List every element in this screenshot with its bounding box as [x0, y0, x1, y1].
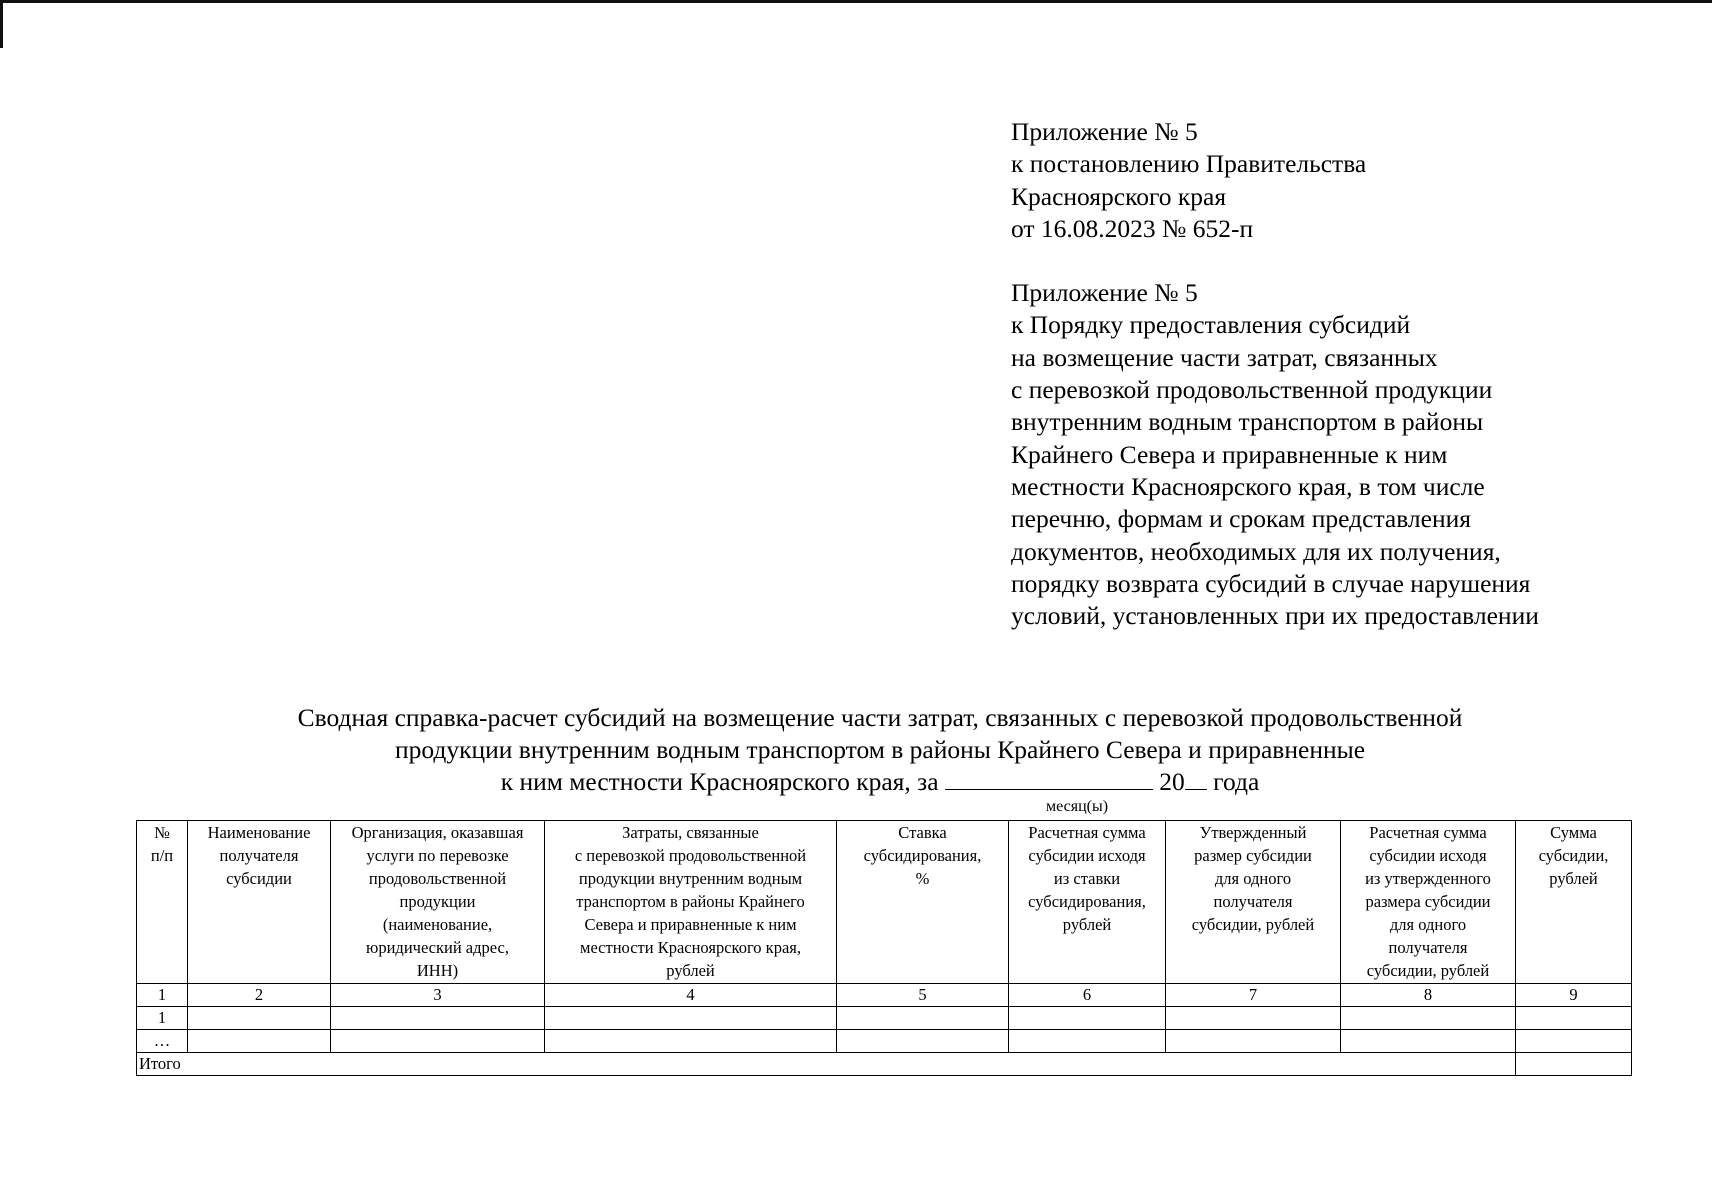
header-text-line: для одного — [1389, 915, 1467, 934]
title-line-3-prefix: к ним местности Красноярского края, за — [500, 767, 939, 796]
appendix-line: условий, установленных при их предоставлении — [1011, 601, 1539, 631]
column-number: 2 — [188, 984, 331, 1007]
table-cell[interactable] — [1009, 1007, 1166, 1030]
header-text-line: Севера и приравненные к ним — [584, 915, 797, 934]
table-cell[interactable]: … — [137, 1030, 188, 1053]
header-text-line: (наименование, — [382, 915, 493, 934]
header-text-line: субсидии — [226, 869, 292, 888]
header-text-line: Расчетная сумма — [1369, 823, 1487, 842]
header-text-line: субсидии, — [1538, 846, 1609, 865]
table-cell[interactable] — [545, 1007, 837, 1030]
appendix-line: на возмещение части затрат, связанных — [1011, 342, 1438, 372]
appendix-line: порядку возврата субсидий в случае нарушения — [1011, 568, 1531, 598]
total-label: Итого — [137, 1053, 1516, 1076]
appendix-line: с перевозкой продовольственной продукции — [1011, 375, 1493, 405]
appendix-line: внутренним водным транспортом в районы — [1011, 407, 1484, 437]
header-text-line: № — [154, 823, 170, 842]
year-blank — [1185, 769, 1207, 790]
column-header-3 — [331, 821, 545, 984]
appendix-line: Приложение № 5 — [1011, 117, 1198, 146]
header-text-line: транспортом в районы Крайнего — [576, 892, 805, 911]
appendix-line: Крайнего Севера и приравненные к ним — [1011, 439, 1448, 469]
table-cell[interactable] — [188, 1030, 331, 1053]
header-text-line: местности Красноярского края, — [580, 938, 801, 957]
table-cell[interactable] — [1166, 1030, 1341, 1053]
table-cell[interactable] — [1516, 1007, 1632, 1030]
column-header-1 — [137, 821, 188, 984]
appendix-block-procedure — [1011, 277, 1651, 632]
column-number: 3 — [331, 984, 545, 1007]
appendix-line: от 16.08.2023 № 652-п — [1011, 213, 1254, 243]
table-cell[interactable] — [1516, 1030, 1632, 1053]
scan-border-top — [0, 0, 1712, 3]
header-text-line: субсидирования, — [1028, 892, 1146, 911]
appendix-line: документов, необходимых для их получения, — [1011, 536, 1501, 566]
header-text-line: Затраты, связанные — [622, 823, 759, 842]
table-cell[interactable] — [1166, 1007, 1341, 1030]
total-row — [137, 1053, 1632, 1076]
appendix-line: Приложение № 5 — [1011, 278, 1198, 308]
table-row — [137, 1007, 1632, 1030]
appendix-line: Красноярского края — [1011, 181, 1227, 211]
header-text-line: субсидии, рублей — [1366, 961, 1490, 980]
column-header-9 — [1516, 821, 1632, 984]
header-text-line: из утвержденного — [1365, 869, 1491, 888]
month-blank — [945, 769, 1153, 790]
appendix-header — [1011, 116, 1651, 632]
header-text-line: п/п — [150, 846, 174, 865]
column-number: 7 — [1166, 984, 1341, 1007]
column-header-4 — [545, 821, 837, 984]
appendix-line: к постановлению Правительства — [1011, 149, 1367, 179]
header-text-line: ИНН) — [416, 961, 459, 980]
column-header-5 — [837, 821, 1009, 984]
header-text-line: получателя — [219, 846, 299, 865]
table-cell[interactable] — [1341, 1007, 1516, 1030]
scan-border-left — [0, 0, 3, 48]
header-text-line: % — [915, 869, 930, 888]
header-text-line: получателя — [1388, 938, 1468, 957]
table-cell[interactable] — [1341, 1030, 1516, 1053]
column-header-2 — [188, 821, 331, 984]
header-text-line: Расчетная сумма — [1028, 823, 1146, 842]
subsidy-table — [136, 820, 1632, 1076]
appendix-block-resolution — [1011, 116, 1651, 245]
appendix-line: местности Красноярского края, в том числе — [1011, 471, 1485, 501]
table-cell[interactable] — [837, 1007, 1009, 1030]
header-text-line: субсидирования, — [863, 846, 982, 865]
header-row — [137, 821, 1632, 984]
title-line-1: Сводная справка-расчет субсидий на возмещение части затрат, связанных с перевозкой продовольственной — [297, 703, 1463, 732]
table-cell[interactable] — [545, 1030, 837, 1053]
header-text-line: юридический адрес, — [366, 938, 509, 957]
month-caption: месяц(ы) — [1046, 798, 1109, 815]
header-text-line: с перевозкой продовольственной — [574, 846, 807, 865]
table-cell[interactable] — [331, 1007, 545, 1030]
header-text-line: Сумма — [1550, 823, 1597, 842]
column-header-8 — [1341, 821, 1516, 984]
header-text-line: рублей — [1062, 915, 1112, 934]
column-number: 5 — [837, 984, 1009, 1007]
table-row — [137, 1030, 1632, 1053]
column-number: 9 — [1516, 984, 1632, 1007]
column-header-7 — [1166, 821, 1341, 984]
header-text-line: размера субсидии — [1365, 892, 1491, 911]
title-line-2: продукции внутренним водным транспортом в районы Крайнего Севера и приравненные — [394, 735, 1366, 764]
total-sum-cell[interactable] — [1516, 1053, 1632, 1076]
appendix-line: к Порядку предоставления субсидий — [1011, 310, 1411, 340]
header-text-line: Ставка — [898, 823, 947, 842]
document-title — [120, 702, 1640, 798]
header-text-line: Наименование — [207, 823, 311, 842]
column-number: 1 — [137, 984, 188, 1007]
header-text-line: субсидии исходя — [1369, 846, 1487, 865]
table-cell[interactable] — [837, 1030, 1009, 1053]
table-cell[interactable]: 1 — [137, 1007, 188, 1030]
header-text-line: продовольственной — [368, 869, 507, 888]
header-text-line: рублей — [666, 961, 715, 980]
column-number-row — [137, 984, 1632, 1007]
appendix-line: перечню, формам и срокам представления — [1011, 504, 1471, 534]
header-text-line: Утвержденный — [1199, 823, 1307, 842]
year-prefix: 20 — [1159, 767, 1185, 796]
title-line-3-suffix: года — [1213, 767, 1260, 796]
table-cell[interactable] — [1009, 1030, 1166, 1053]
header-text-line: субсидии исходя — [1028, 846, 1146, 865]
header-text-line: размер субсидии — [1194, 846, 1312, 865]
header-text-line: Организация, оказавшая — [351, 823, 524, 842]
column-header-6 — [1009, 821, 1166, 984]
header-text-line: из ставки — [1053, 869, 1121, 888]
header-text-line: субсидии, рублей — [1191, 915, 1315, 934]
header-text-line: продукции внутренним водным — [578, 869, 803, 888]
column-number: 8 — [1341, 984, 1516, 1007]
header-text-line: получателя — [1213, 892, 1293, 911]
header-text-line: продукции — [399, 892, 476, 911]
header-text-line: рублей — [1549, 869, 1598, 888]
title-line-3 — [120, 766, 1640, 798]
table-cell[interactable] — [188, 1007, 331, 1030]
column-number: 6 — [1009, 984, 1166, 1007]
header-text-line: услуги по перевозке — [366, 846, 509, 865]
header-text-line: для одного — [1214, 869, 1292, 888]
column-number: 4 — [545, 984, 837, 1007]
table-cell[interactable] — [331, 1030, 545, 1053]
